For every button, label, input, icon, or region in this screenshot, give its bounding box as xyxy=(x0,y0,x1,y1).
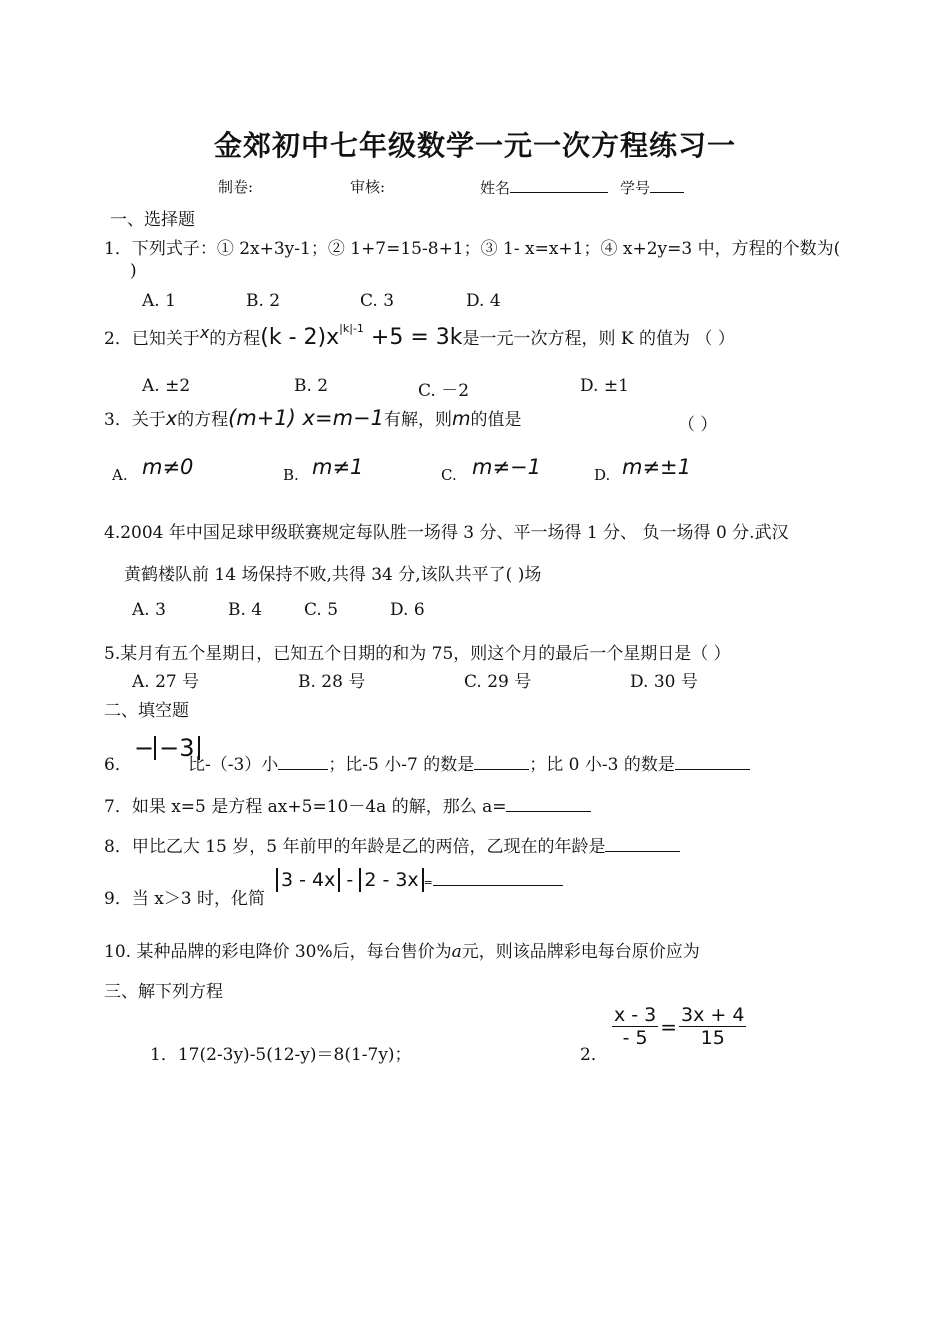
maker-label: 制卷: xyxy=(218,178,254,196)
question-3-mid: 的方程 xyxy=(177,410,229,430)
question-2-equation xyxy=(260,322,463,350)
question-3-suffix2: 的值是 xyxy=(470,410,522,430)
question-3-prefix: 3．关于 xyxy=(104,410,166,430)
question-3-option-a-math: m≠0 xyxy=(142,455,194,479)
question-5-option-d: D. 30 号 xyxy=(630,672,698,692)
question-2-suffix: 是一元一次方程，则 K 的值为 （ ） xyxy=(462,329,735,349)
question-2-eq-right: +5 = 3k xyxy=(370,325,463,350)
question-9-equals: = xyxy=(423,876,433,889)
id-field xyxy=(620,176,684,198)
question-10 xyxy=(104,937,700,962)
question-8-text: 8．甲比乙大 15 岁，5 年前甲的年龄是乙的两倍，乙现在的年龄是 xyxy=(104,837,606,857)
question-8-blank xyxy=(605,835,680,852)
question-3-option-c-letter: C. xyxy=(441,466,457,484)
question-9-abs-2: 2 - 3x xyxy=(359,868,423,892)
question-6-num: 6． xyxy=(104,755,132,775)
question-3-option-b-math: m≠1 xyxy=(312,455,364,479)
question-1-option-c: C. 3 xyxy=(360,291,395,311)
question-4-option-c: C. 5 xyxy=(304,600,339,620)
problem-2-denominator-right: 15 xyxy=(700,1027,725,1049)
question-3-option-d-math: m≠±1 xyxy=(622,455,692,479)
section-choice-heading: 一、选择题 xyxy=(110,210,195,230)
problem-2-numerator-left: x - 3 xyxy=(614,1004,657,1026)
id-label: 学号 xyxy=(620,179,651,197)
question-6-abs-value: −3 xyxy=(154,736,199,760)
question-3 xyxy=(104,405,522,430)
question-9-text: 9．当 x＞3 时，化简 xyxy=(104,889,266,909)
problem-2-numerator-right: 3x + 4 xyxy=(681,1004,745,1026)
question-3-suffix1: 有解，则 xyxy=(384,410,452,430)
question-6-blank-2 xyxy=(474,753,529,770)
question-6-text xyxy=(188,750,750,775)
question-4-option-d: D. 6 xyxy=(390,600,425,620)
checker-label: 审核: xyxy=(350,178,386,196)
question-10-part-1: 10. 某种品牌的彩电降价 30%后，每台售价为 xyxy=(104,942,452,962)
problem-2-denominator-left: - 5 xyxy=(622,1027,648,1049)
question-4-line-2: 黄鹤楼队前 14 场保持不败,共得 34 分,该队共平了( )场 xyxy=(124,565,542,585)
question-10-part-2: 元，则该品牌彩电每台原价应为 xyxy=(461,942,700,962)
question-6-blank-3 xyxy=(675,753,750,770)
question-4-option-b: B. 4 xyxy=(228,600,263,620)
question-2-eq-exponent: |k|-1 xyxy=(339,322,364,335)
section-fill-heading: 二、填空题 xyxy=(104,701,189,721)
question-2-var: x xyxy=(199,323,210,342)
question-3-option-d-letter: D. xyxy=(594,466,611,484)
question-5-option-c: C. 29 号 xyxy=(464,672,532,692)
question-2-option-b: B. 2 xyxy=(294,376,329,396)
question-3-option-a-letter: A. xyxy=(112,466,128,484)
question-2-option-d: D. ±1 xyxy=(580,376,629,396)
question-3-option-b-letter: B. xyxy=(283,466,299,484)
question-3-equation: (m+1) x=m−1 xyxy=(228,406,384,430)
question-6-blank-1 xyxy=(278,753,328,770)
question-10-var: a xyxy=(451,942,462,962)
question-2-prefix: 2．已知关于 xyxy=(104,329,200,349)
question-4-line-1: 4.2004 年中国足球甲级联赛规定每队胜一场得 3 分、平一场得 1 分、 负一场得 0 分.武汉 xyxy=(104,523,789,543)
question-7 xyxy=(104,792,591,817)
question-5-text: 5.某月有五个星期日，已知五个日期的和为 75，则这个月的最后一个星期日是（ ） xyxy=(104,644,731,664)
question-9-abs-1: 3 - 4x xyxy=(276,868,340,892)
question-3-paren: （ ） xyxy=(678,415,718,435)
id-blank xyxy=(650,176,684,193)
name-label: 姓名 xyxy=(480,179,511,197)
question-2-option-c: C. －2 xyxy=(418,381,470,401)
problem-2-num: 2． xyxy=(580,1045,608,1065)
question-8 xyxy=(104,832,680,857)
question-2-eq-left: (k - 2)x xyxy=(260,325,340,350)
question-7-blank xyxy=(506,795,591,812)
problem-2-fraction-right xyxy=(679,1004,746,1049)
question-9-expression xyxy=(276,868,563,892)
question-6-minus: − xyxy=(134,734,155,762)
question-2-option-a: A. ±2 xyxy=(142,376,191,396)
question-3-var: x xyxy=(165,408,178,430)
question-2 xyxy=(104,322,735,350)
question-5-option-b: B. 28 号 xyxy=(298,672,366,692)
question-6-part-3: ；比 0 小-3 的数是 xyxy=(529,755,675,775)
question-1-close: ) xyxy=(130,261,137,281)
question-1-option-d: D. 4 xyxy=(466,291,501,311)
question-5-option-a: A. 27 号 xyxy=(132,672,200,692)
page-title: 金郊初中七年级数学一元一次方程练习一 xyxy=(213,129,736,162)
question-9-minus: - xyxy=(346,869,354,891)
problem-2-equation xyxy=(612,1004,746,1049)
question-4-option-a: A. 3 xyxy=(132,600,166,620)
question-1-option-a: A. 1 xyxy=(142,291,176,311)
question-6-part-2: ；比-5 小-7 的数是 xyxy=(328,755,475,775)
problem-1-text: 1．17(2-3y)-5(12-y)＝8(1-7y)； xyxy=(150,1045,412,1065)
question-7-text: 7．如果 x=5 是方程 ax+5=10－4a 的解，那么 a= xyxy=(104,797,507,817)
question-9-blank xyxy=(433,869,563,886)
question-1-text: 1．下列式子：① 2x+3y-1；② 1+7=15-8+1；③ 1- x=x+1；④ x+2y=3 中，方程的个数为( xyxy=(104,239,841,259)
section-solve-heading: 三、解下列方程 xyxy=(104,982,223,1002)
question-3-var2: m xyxy=(452,408,471,430)
question-3-option-c-math: m≠−1 xyxy=(472,455,542,479)
name-blank xyxy=(510,176,608,193)
name-field xyxy=(480,176,608,198)
question-1-option-b: B. 2 xyxy=(246,291,281,311)
problem-2-fraction-left xyxy=(612,1004,658,1049)
question-2-mid: 的方程 xyxy=(209,329,261,349)
problem-2-equals: = xyxy=(660,1014,678,1039)
question-6-part-1: 比-（-3）小 xyxy=(188,755,279,775)
